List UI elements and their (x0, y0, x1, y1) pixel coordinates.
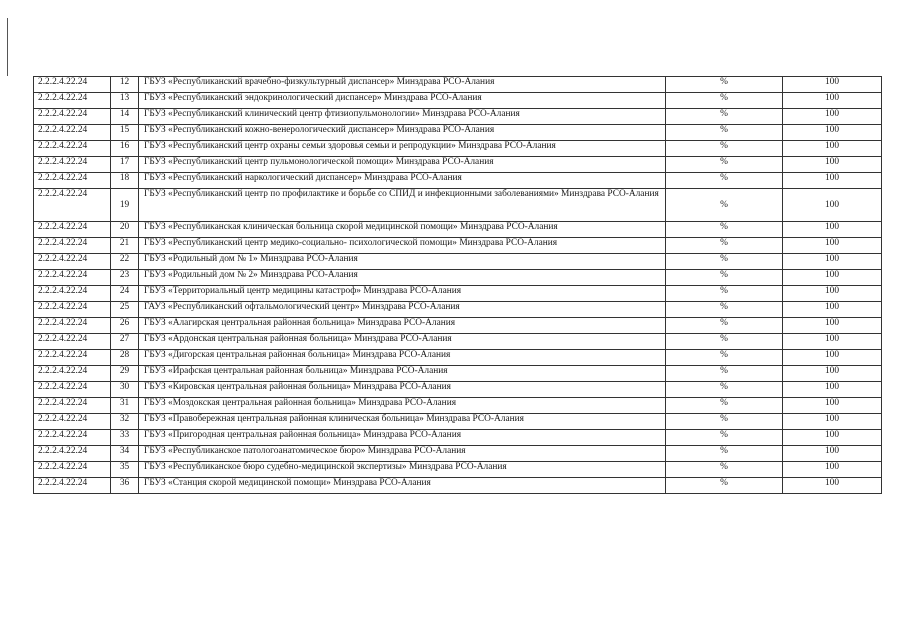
unit-cell: % (666, 141, 783, 157)
row-number-cell: 31 (111, 398, 139, 414)
unit-cell: % (666, 478, 783, 494)
unit-cell: % (666, 189, 783, 222)
row-code-cell: 2.2.2.4.22.24 (34, 334, 111, 350)
table-row (34, 286, 882, 302)
value-cell: 100 (783, 141, 882, 157)
row-code-cell: 2.2.2.4.22.24 (34, 254, 111, 270)
value-cell: 100 (783, 462, 882, 478)
unit-cell: % (666, 222, 783, 238)
unit-cell: % (666, 366, 783, 382)
organization-name-cell: ГБУЗ «Алагирская центральная районная больница» Минздрава РСО-Алания (139, 318, 666, 334)
row-code-cell: 2.2.2.4.22.24 (34, 350, 111, 366)
table-row (34, 334, 882, 350)
row-number-cell: 28 (111, 350, 139, 366)
table-row (34, 430, 882, 446)
unit-cell: % (666, 398, 783, 414)
table-row (34, 93, 882, 109)
organization-name-cell: ГБУЗ «Пригородная центральная районная больница» Минздрава РСО-Алания (139, 430, 666, 446)
table-row (34, 189, 882, 222)
row-number-cell: 13 (111, 93, 139, 109)
table-row (34, 302, 882, 318)
table-row (34, 318, 882, 334)
organization-name-cell: ГБУЗ «Республиканский кожно-венерологический диспансер» Минздрава РСО-Алания (139, 125, 666, 141)
unit-cell: % (666, 157, 783, 173)
row-number-cell: 27 (111, 334, 139, 350)
unit-cell: % (666, 173, 783, 189)
value-cell: 100 (783, 125, 882, 141)
table-row (34, 382, 882, 398)
unit-cell: % (666, 430, 783, 446)
row-code-cell: 2.2.2.4.22.24 (34, 270, 111, 286)
unit-cell: % (666, 462, 783, 478)
row-number-cell: 34 (111, 446, 139, 462)
table-row (34, 350, 882, 366)
table-row (34, 157, 882, 173)
value-cell: 100 (783, 222, 882, 238)
unit-cell: % (666, 286, 783, 302)
row-code-cell: 2.2.2.4.22.24 (34, 286, 111, 302)
row-code-cell: 2.2.2.4.22.24 (34, 462, 111, 478)
unit-cell: % (666, 334, 783, 350)
value-cell: 100 (783, 302, 882, 318)
unit-cell: % (666, 302, 783, 318)
row-code-cell: 2.2.2.4.22.24 (34, 173, 111, 189)
value-cell: 100 (783, 189, 882, 222)
row-number-cell: 18 (111, 173, 139, 189)
organization-name-cell: ГБУЗ «Республиканская клиническая больница скорой медицинской помощи» Минздрава РСО-Алания (139, 222, 666, 238)
row-code-cell: 2.2.2.4.22.24 (34, 222, 111, 238)
row-code-cell: 2.2.2.4.22.24 (34, 238, 111, 254)
value-cell: 100 (783, 366, 882, 382)
margin-line (7, 18, 8, 76)
row-code-cell: 2.2.2.4.22.24 (34, 398, 111, 414)
table-row (34, 446, 882, 462)
row-number-cell: 15 (111, 125, 139, 141)
value-cell: 100 (783, 77, 882, 93)
value-cell: 100 (783, 238, 882, 254)
organization-name-cell: ГБУЗ «Республиканский эндокринологический диспансер» Минздрава РСО-Алания (139, 93, 666, 109)
organization-name-cell: ГБУЗ «Республиканский центр охраны семьи здоровья семьи и репродукции» Минздрава РСО-Алания (139, 141, 666, 157)
row-number-cell: 16 (111, 141, 139, 157)
row-code-cell: 2.2.2.4.22.24 (34, 318, 111, 334)
organization-name-cell: ГБУЗ «Республиканский врачебно-физкультурный диспансер» Минздрава РСО-Алания (139, 77, 666, 93)
unit-cell: % (666, 270, 783, 286)
value-cell: 100 (783, 398, 882, 414)
value-cell: 100 (783, 173, 882, 189)
organization-name-cell: ГБУЗ «Кировская центральная районная больница» Минздрава РСО-Алания (139, 382, 666, 398)
table-row (34, 414, 882, 430)
row-code-cell: 2.2.2.4.22.24 (34, 478, 111, 494)
table-row (34, 254, 882, 270)
table-row (34, 238, 882, 254)
row-code-cell: 2.2.2.4.22.24 (34, 77, 111, 93)
row-number-cell: 14 (111, 109, 139, 125)
row-code-cell: 2.2.2.4.22.24 (34, 414, 111, 430)
row-code-cell: 2.2.2.4.22.24 (34, 366, 111, 382)
organization-name-cell: ГБУЗ «Моздокская центральная районная больница» Минздрава РСО-Алания (139, 398, 666, 414)
unit-cell: % (666, 414, 783, 430)
organization-name-cell: ГБУЗ «Правобережная центральная районная клиническая больница» Минздрава РСО-Алания (139, 414, 666, 430)
value-cell: 100 (783, 414, 882, 430)
row-number-cell: 21 (111, 238, 139, 254)
unit-cell: % (666, 318, 783, 334)
unit-cell: % (666, 350, 783, 366)
organization-name-cell: ГБУЗ «Родильный дом № 1» Минздрава РСО-Алания (139, 254, 666, 270)
unit-cell: % (666, 382, 783, 398)
organization-name-cell: ГБУЗ «Родильный дом № 2» Минздрава РСО-Алания (139, 270, 666, 286)
table-row (34, 478, 882, 494)
value-cell: 100 (783, 350, 882, 366)
row-code-cell: 2.2.2.4.22.24 (34, 302, 111, 318)
row-number-cell: 20 (111, 222, 139, 238)
unit-cell: % (666, 446, 783, 462)
organization-name-cell: ГАУЗ «Республиканский офтальмологический центр» Минздрава РСО-Алания (139, 302, 666, 318)
table-row (34, 270, 882, 286)
row-code-cell: 2.2.2.4.22.24 (34, 157, 111, 173)
row-code-cell: 2.2.2.4.22.24 (34, 125, 111, 141)
row-code-cell: 2.2.2.4.22.24 (34, 446, 111, 462)
row-number-cell: 26 (111, 318, 139, 334)
row-number-cell: 32 (111, 414, 139, 430)
value-cell: 100 (783, 478, 882, 494)
value-cell: 100 (783, 157, 882, 173)
value-cell: 100 (783, 254, 882, 270)
organization-name-cell: ГБУЗ «Республиканский центр медико-социально- психологической помощи» Минздрава РСО-Алания (139, 238, 666, 254)
table-row (34, 222, 882, 238)
organization-name-cell: ГБУЗ «Ирафская центральная районная больница» Минздрава РСО-Алания (139, 366, 666, 382)
value-cell: 100 (783, 318, 882, 334)
table-row (34, 125, 882, 141)
row-code-cell: 2.2.2.4.22.24 (34, 430, 111, 446)
row-code-cell: 2.2.2.4.22.24 (34, 109, 111, 125)
table-row (34, 173, 882, 189)
value-cell: 100 (783, 93, 882, 109)
table-body (34, 77, 882, 494)
row-number-cell: 33 (111, 430, 139, 446)
unit-cell: % (666, 93, 783, 109)
unit-cell: % (666, 77, 783, 93)
row-number-cell: 36 (111, 478, 139, 494)
row-number-cell: 22 (111, 254, 139, 270)
row-number-cell: 23 (111, 270, 139, 286)
indicator-table (33, 76, 882, 494)
organization-name-cell: ГБУЗ «Республиканский центр пульмонологической помощи» Минздрава РСО-Алания (139, 157, 666, 173)
value-cell: 100 (783, 286, 882, 302)
row-number-cell: 12 (111, 77, 139, 93)
value-cell: 100 (783, 382, 882, 398)
row-code-cell: 2.2.2.4.22.24 (34, 382, 111, 398)
unit-cell: % (666, 238, 783, 254)
organization-name-cell: ГБУЗ «Дигорская центральная районная больница» Минздрава РСО-Алания (139, 350, 666, 366)
value-cell: 100 (783, 109, 882, 125)
value-cell: 100 (783, 334, 882, 350)
table-row (34, 462, 882, 478)
table-row (34, 109, 882, 125)
organization-name-cell: ГБУЗ «Республиканский клинический центр фтизиопульмонологии» Минздрава РСО-Алания (139, 109, 666, 125)
organization-name-cell: ГБУЗ «Ардонская центральная районная больница» Минздрава РСО-Алания (139, 334, 666, 350)
organization-name-cell: ГБУЗ «Республиканский центр по профилактике и борьбе со СПИД и инфекционными заболеваниями» Минздрава РСО-Алания (139, 189, 666, 222)
table-row (34, 141, 882, 157)
unit-cell: % (666, 109, 783, 125)
table-row (34, 366, 882, 382)
value-cell: 100 (783, 270, 882, 286)
table-row (34, 77, 882, 93)
unit-cell: % (666, 254, 783, 270)
row-number-cell: 19 (111, 189, 139, 222)
row-number-cell: 30 (111, 382, 139, 398)
organization-name-cell: ГБУЗ «Территориальный центр медицины катастроф» Минздрава РСО-Алания (139, 286, 666, 302)
row-number-cell: 25 (111, 302, 139, 318)
value-cell: 100 (783, 446, 882, 462)
row-number-cell: 29 (111, 366, 139, 382)
row-code-cell: 2.2.2.4.22.24 (34, 93, 111, 109)
row-code-cell: 2.2.2.4.22.24 (34, 189, 111, 222)
unit-cell: % (666, 125, 783, 141)
value-cell: 100 (783, 430, 882, 446)
row-number-cell: 35 (111, 462, 139, 478)
organization-name-cell: ГБУЗ «Республиканское патологоанатомическое бюро» Минздрава РСО-Алания (139, 446, 666, 462)
table-row (34, 398, 882, 414)
row-code-cell: 2.2.2.4.22.24 (34, 141, 111, 157)
organization-name-cell: ГБУЗ «Республиканское бюро судебно-медицинской экспертизы» Минздрава РСО-Алания (139, 462, 666, 478)
organization-name-cell: ГБУЗ «Станция скорой медицинской помощи» Минздрава РСО-Алания (139, 478, 666, 494)
organization-name-cell: ГБУЗ «Республиканский наркологический диспансер» Минздрава РСО-Алания (139, 173, 666, 189)
row-number-cell: 24 (111, 286, 139, 302)
row-number-cell: 17 (111, 157, 139, 173)
